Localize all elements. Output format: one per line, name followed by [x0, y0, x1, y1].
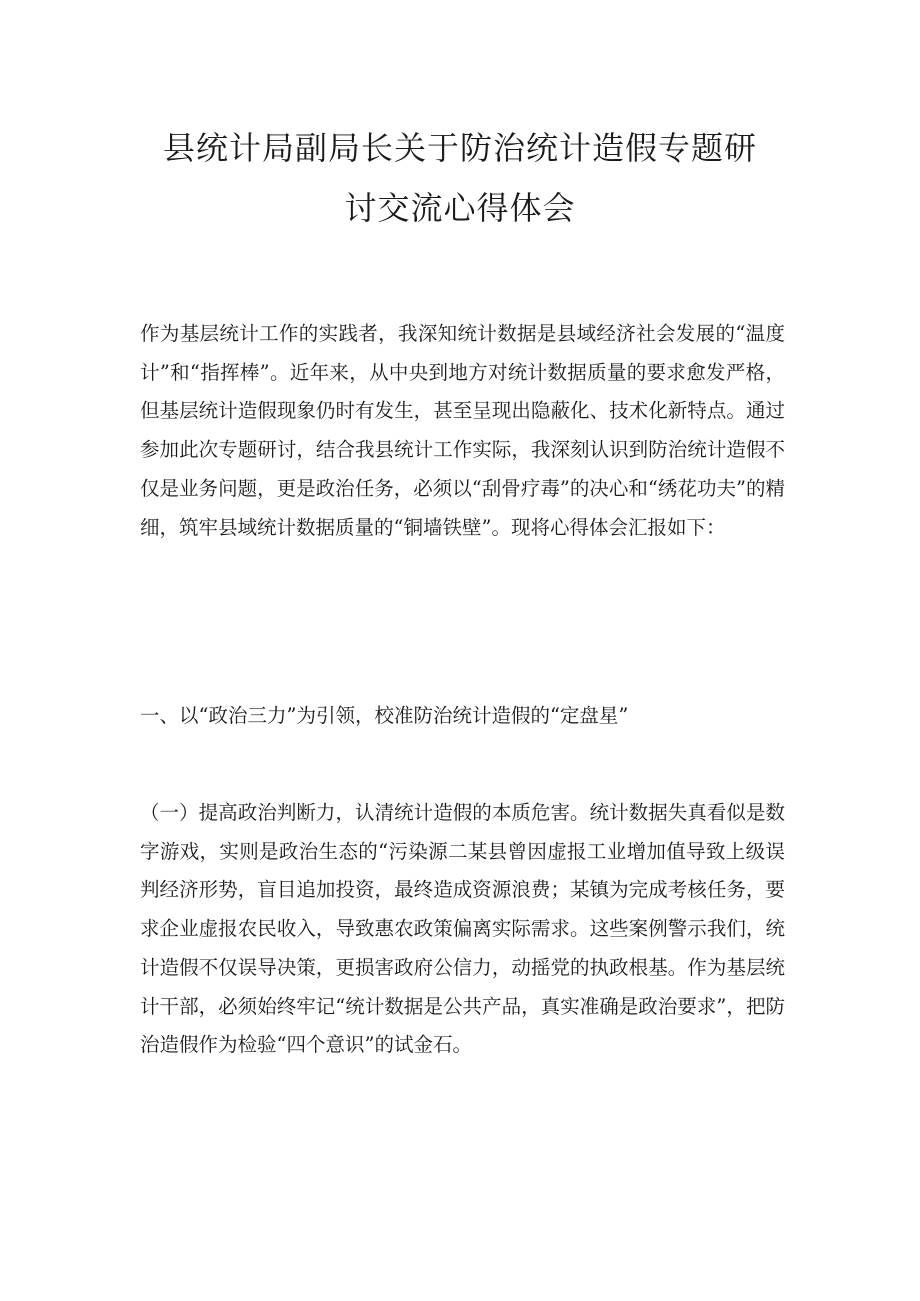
section-heading-1: 一、以“政治三力”为引领，校准防治统计造假的“定盘星”	[140, 704, 629, 727]
intro-paragraph: 作为基层统计工作的实践者，我深知统计数据是县域经济社会发展的“温度计”和“指挥棒”。近年来，从中央到地方对统计数据质量的要求愈发严格，但基层统计造假现象仍时有发生，甚至呈现出隐蔽化、技术化新特点。通过参加此次专题研讨，结合我县统计工作实际，我深刻认识到防治统计造假不仅是业务问题，更是政治任务，必须以“刮骨疗毒”的决心和“绣花功夫”的精细，筑牢县域统计数据质量的“铜墙铁壁”。现将心得体会汇报如下：	[140, 322, 785, 539]
section-1-paragraph: （一）提高政治判断力，认清统计造假的本质危害。统计数据失真看似是数字游戏，实则是政治生态的“污染源二某县曾因虚报工业增加值导致上级误判经济形势，盲目追加投资，最终造成资源浪费；某镇为完成考核任务，要求企业虚报农民收入，导致惠农政策偏离实际需求。这些案例警示我们，统计造假不仅误导决策，更损害政府公信力，动摇党的执政根基。作为基层统计干部，必须始终牢记“统计数据是公共产品，真实准确是政治要求”，把防治造假作为检验“四个意识”的试金石。	[140, 801, 785, 1057]
document-title-line-2: 讨交流心得体会	[344, 189, 576, 227]
document-title-line-1: 县统计局副局长关于防治统计造假专题研	[162, 129, 757, 167]
